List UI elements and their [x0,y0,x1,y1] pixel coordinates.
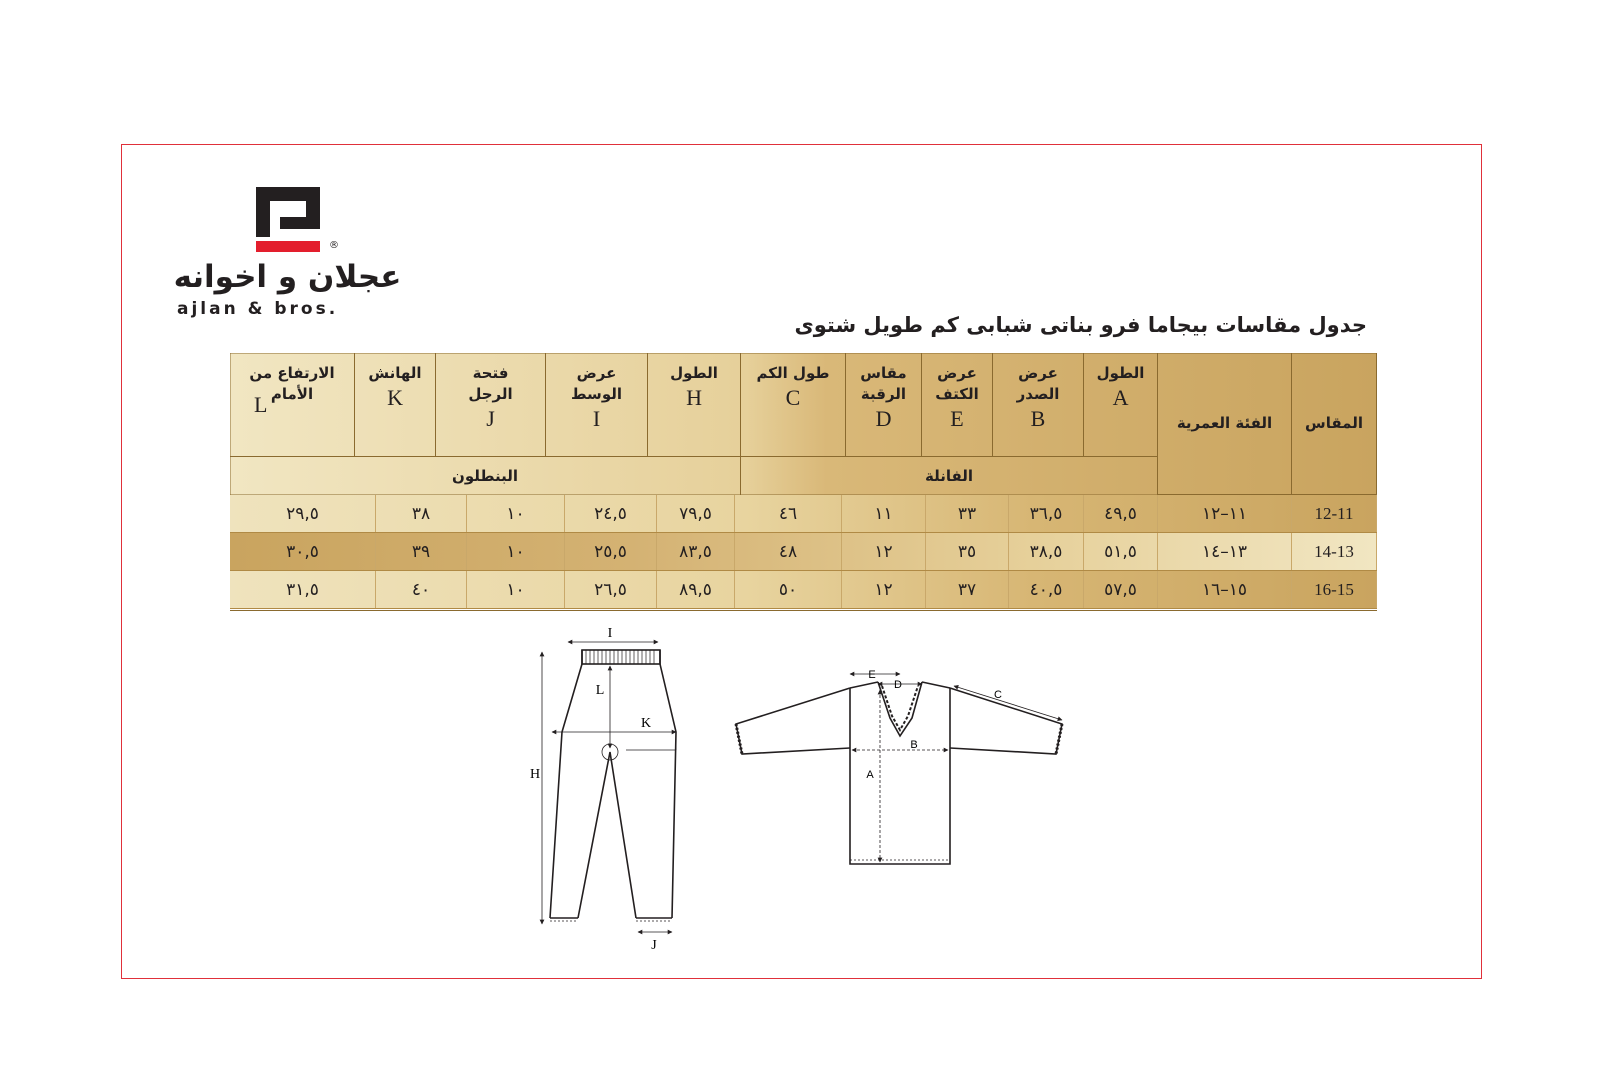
cell-D: ١٢ [842,533,926,570]
cell-C: ٥٠ [735,571,842,608]
col-front-rise: الارتفاع من الأمام L [230,353,355,457]
col-top-length: الطول A [1084,353,1158,457]
cell-age: ١٥–١٦ [1158,571,1292,608]
brand-name-arabic: عجلان و اخوانه [173,259,402,295]
size-table-header [230,353,1377,495]
col-leg-opening: فتحة الرجل J [436,353,546,457]
label-pants-K: K [640,716,652,731]
cell-J: ١٠ [467,533,565,570]
col-size: المقاس [1292,353,1377,495]
label-top-D: D [894,679,902,691]
cell-I: ٢٤,٥ [565,495,657,532]
cell-L: ٣٠,٥ [230,533,376,570]
label-pants-L: L [595,683,605,698]
cell-E: ٣٥ [926,533,1009,570]
top-outline-icon [736,682,1062,864]
cell-A: ٥١,٥ [1084,533,1158,570]
cell-K: ٤٠ [376,571,467,608]
cell-size: 12-11 [1292,495,1377,532]
cell-A: ٥٧,٥ [1084,571,1158,608]
cell-E: ٣٧ [926,571,1009,608]
cell-D: ١٢ [842,571,926,608]
garment-measurement-diagram [530,628,1100,973]
col-shoulder-width: عرض الكتف E [922,353,993,457]
col-neck-size: مقاس الرقبة D [846,353,922,457]
label-pants-I: I [607,628,613,641]
cell-B: ٣٨,٥ [1009,533,1084,570]
label-top-E: E [868,669,876,681]
pants-outline-icon [550,650,676,921]
brand-name-english: ajlan & bros. [177,299,339,319]
label-top-B: B [910,739,918,751]
col-hip: الهانش K [355,353,436,457]
cell-J: ١٠ [467,495,565,532]
cell-size: 14-13 [1292,533,1377,570]
cell-C: ٤٨ [735,533,842,570]
table-row [230,533,1377,571]
label-pants-J: J [651,938,657,953]
cell-J: ١٠ [467,571,565,608]
cell-D: ١١ [842,495,926,532]
cell-B: ٣٦,٥ [1009,495,1084,532]
cell-H: ٨٩,٥ [657,571,735,608]
cell-C: ٤٦ [735,495,842,532]
size-table-body [230,495,1377,609]
table-bottom-rule [230,610,1377,611]
cell-E: ٣٣ [926,495,1009,532]
brand-logo [165,185,420,325]
cell-age: ١١–١٢ [1158,495,1292,532]
cell-L: ٢٩,٥ [230,495,376,532]
cell-K: ٣٨ [376,495,467,532]
cell-I: ٢٦,٥ [565,571,657,608]
label-top-C: C [994,689,1002,701]
col-pants-length: الطول H [648,353,741,457]
group-top: الفانلة [741,457,1158,495]
table-row [230,495,1377,533]
cell-B: ٤٠,٥ [1009,571,1084,608]
cell-A: ٤٩,٥ [1084,495,1158,532]
brand-mark-icon [256,187,322,253]
col-age: الفئة العمرية [1158,353,1292,495]
cell-H: ٧٩,٥ [657,495,735,532]
label-pants-H: H [530,767,541,782]
registered-mark: ® [329,240,339,251]
label-top-A: A [866,769,874,781]
group-pants: البنطلون [230,457,741,495]
cell-H: ٨٣,٥ [657,533,735,570]
col-chest-width: عرض الصدر B [993,353,1084,457]
cell-age: ١٣–١٤ [1158,533,1292,570]
col-sleeve-length: طول الكم C [741,353,846,457]
page-title: جدول مقاسات بيجاما فرو بناتى شبابى كم طويل شتوى [794,313,1367,337]
cell-size: 16-15 [1292,571,1377,608]
cell-K: ٣٩ [376,533,467,570]
table-row [230,571,1377,609]
col-waist-width: عرض الوسط I [546,353,648,457]
cell-L: ٣١,٥ [230,571,376,608]
cell-I: ٢٥,٥ [565,533,657,570]
